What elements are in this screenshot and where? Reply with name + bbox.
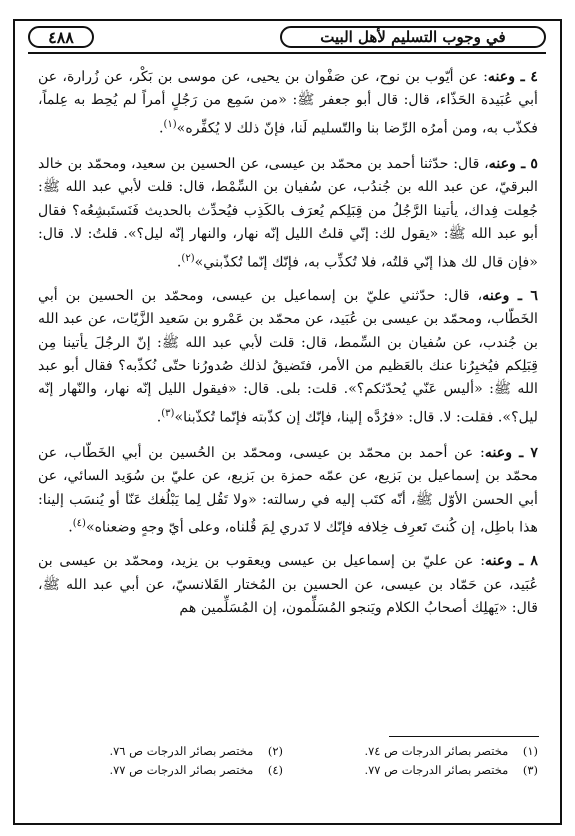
entry-text: : عن عليّ بن إسماعيل بن عيسى ويعقوب بن يزيد، ومحمّد بن عيسى بن عُبَيد، عن حَمّاد بن عيسى، عن الحسين بن المُختار القَلانسيّ، عن أبي عبد الله ﷺ، قال: «يَهلِك أصحابُ الكلام ويَنجو المُسَلِّمون، إن المُسَلِّمين هم [38, 553, 538, 617]
entry-text: : عن أيّوب بن نوح، عن صَفْوان بن يحيى، عن موسى بن بَكْر، عن زُرارة، عن أبي عُبَيدة الحَذّاء، قال: قال أبو جعفر ﷺ: «من سَمِع من رَجُلٍ أمراً لم يُحِط به عِلماً، فكذّب به، ومن أمرُه الرِّضا بنا والتّسليم لَنا، فإنّ ذلك لا يُكفِّره» [38, 69, 538, 137]
entry-text: : عن أحمد بن محمّد بن عيسى، ومحمّد بن الحُسين بن أبي الخَطّاب، عن محمّد بن إسماعيل بن بَزيع، عن عمّه حمزة بن بَزيع، عن عليّ بن سُوَيد السائي، عن أبي الحسن الأوّل ﷺ، أنّه كتَب إليه في رسالته: «ولا تَقُل لِما يَبْلُغك عَنّا أو يُنسَب إلينا: هذا باطِل، إن كُنتَ تَعرِف خِلافه فإنّك لا تَدري لِمَ قُلناه، وعلى أيّ وجهٍ وضعناه» [38, 444, 538, 536]
entry-text: ، قال: حدّثنا أحمد بن محمّد بن عيسى، عن الحسين بن سعيد، ومحمّد بن خالد البرقيّ، عن عبد الله بن جُندُب، عن سُفيان بن السِّمْط، قال: قلت لأبي عبد الله ﷺ: جُعِلت فِداك، يأتينا الرَّجُلُ من قِبَلِكم يُعرَف بالكَذِب فيُحدِّث بالحديث فَنَستَبشِعُه؟ فقال أبو عبد الله ﷺ: «يقول لك: إنّي قلتُ الليل إنّه نهار، والنهار إنّه ليل؟». قلتُ: لا. قال: «فإن قال لك هذا إنّي قلتُه، فلا تُكذِّب به، فإنّك إنّما تُكذّبني» [38, 155, 538, 271]
hadith-entry [38, 550, 538, 620]
footnote-text: مختصر بصائر الدرجات ص ٧٧. [109, 763, 254, 777]
running-title [280, 26, 546, 48]
footnote-row [38, 742, 538, 761]
footnote-item [293, 742, 538, 761]
entry-number: ٤ ـ وعنه [487, 69, 538, 85]
footnote-number: (١) [522, 744, 538, 758]
footnote-ref: (٢) [181, 252, 195, 264]
entry-number: ٨ ـ وعنه [485, 553, 538, 570]
footnote-item [293, 761, 538, 780]
entry-text: ، قال: حدّثني عليّ بن إسماعيل بن عيسى، ومحمّد بن الحسين بن أبي الخَطّاب، ومحمّد بن عيسى بن عُبَيد، عن محمّد بن عَمْرو بن سَعيد الزَّيّات، عن عبد الله بن جُندب، عن سُفيان بن السِّمط، قال: قلت لأبي عبد الله ﷺ: إنّ الرجُلَ يأتينا مِن قِبَلِكم فيُخبِرُنا عنك بالعَظيم من الأمر، فتَضيقُ لذلك صُدورُنا حتّى نُكذّبه؟ فقال أبو عبد الله ﷺ: «أليس عَنّي يُحدّثكم؟». قلت: بلى. قال: «فيقول الليل إنّه نهار، والنّهار إنّه ليل؟». فقلت: لا. قال: «فرُدَّه إلينا، فإنّك إن كذّبته فإنّما تُكذّبنا» [38, 287, 538, 426]
hadith-entry [38, 153, 538, 275]
hadith-entry [38, 442, 538, 540]
page-number [28, 26, 94, 48]
footnote-ref: (٤) [72, 518, 86, 530]
entry-number: ٥ ـ وعنه [488, 155, 538, 172]
footnote-divider [389, 736, 539, 737]
running-title-text: في وجوب التسليم لأهل البيت [320, 28, 506, 46]
main-text [38, 66, 538, 620]
footnote-ref: (١) [163, 118, 177, 130]
hadith-entry [38, 285, 538, 430]
running-header [28, 26, 546, 52]
footnote-number: (٢) [267, 744, 283, 758]
page-number-text: ٤٨٨ [48, 27, 74, 47]
footnote-text: مختصر بصائر الدرجات ص ٧٦. [109, 744, 254, 758]
entry-number: ٦ ـ وعنه [482, 287, 538, 304]
entry-end: . [176, 254, 182, 271]
footnote-item [38, 742, 283, 761]
footnotes [38, 742, 538, 780]
footnote-text: مختصر بصائر الدرجات ص ٧٧. [364, 763, 509, 777]
footnote-item [38, 761, 283, 780]
footnote-number: (٣) [522, 763, 538, 777]
footnote-number: (٤) [267, 763, 283, 777]
footnote-row [38, 761, 538, 780]
hadith-entry [38, 66, 538, 141]
header-rule [28, 52, 546, 54]
footnote-text: مختصر بصائر الدرجات ص ٧٤. [364, 744, 509, 758]
entry-end: . [158, 120, 164, 137]
entry-end: . [156, 409, 162, 426]
footnote-ref: (٣) [161, 407, 175, 419]
entry-number: ٧ ـ وعنه [484, 444, 538, 461]
entry-end: . [68, 519, 73, 536]
